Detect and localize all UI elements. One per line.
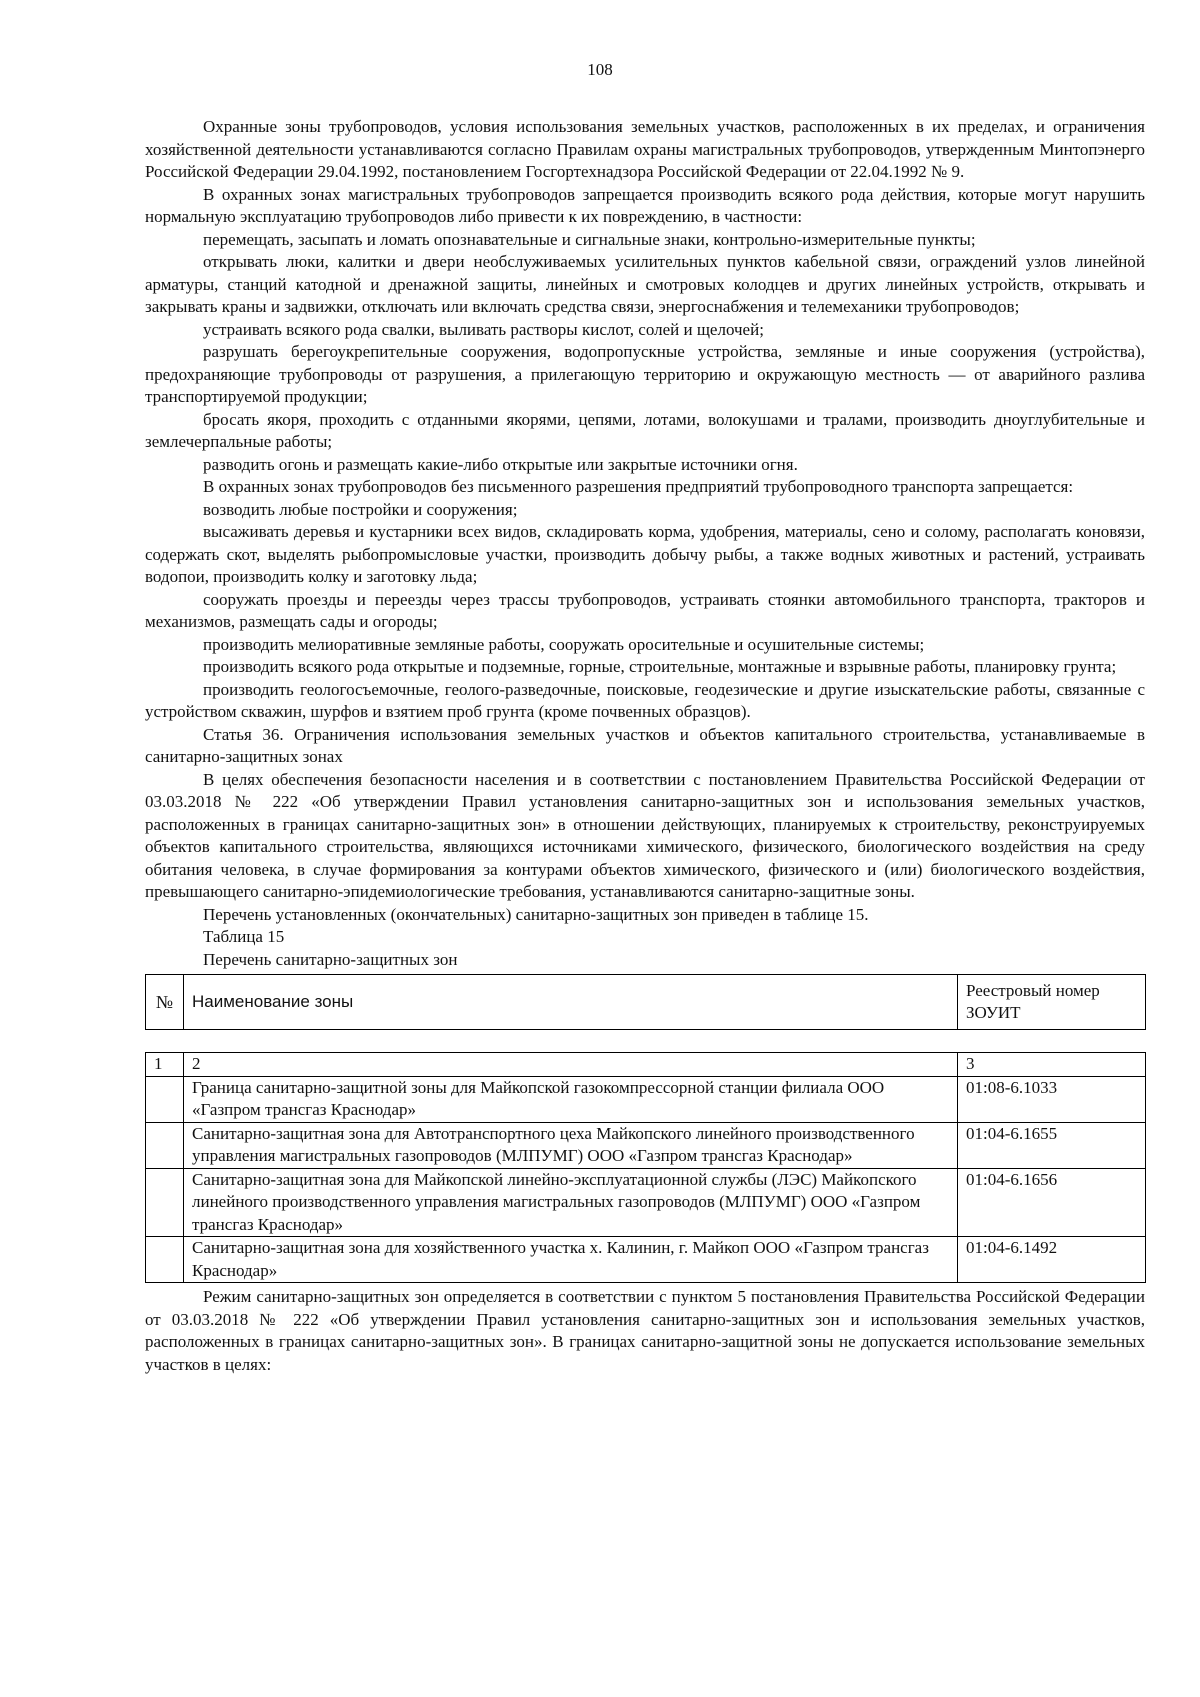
paragraph: В охранных зонах магистральных трубопроводов запрещается производить всякого рода действия, которые могут нарушить нормальную эксплуатацию трубопроводов либо привести к их повреждению, в частности: (145, 184, 1145, 226)
header-name: Наименование зоны (184, 975, 958, 1030)
index-cell: 1 (146, 1053, 184, 1077)
row-name: Граница санитарно-защитной зоны для Майкопской газокомпрессорной станции филиала ООО «Газпром трансгаз Краснодар» (184, 1076, 958, 1122)
page-number: 108 (587, 60, 613, 79)
article-heading: Статья 36. Ограничения использования земельных участков и объектов капитального строительства, устанавливаемые в санитарно-защитных зонах (145, 724, 1145, 766)
paragraph: Охранные зоны трубопроводов, условия использования земельных участков, расположенных в их пределах, и ограничения хозяйственной деятельности устанавливаются согласно Правилам охраны магистральных трубопроводов, утвержденным Минтопэнерго Российской Федерации 29.04.1992, постановлением Госгортехнадзора Российской Федерации от 22.04.1992 № 9. (145, 117, 1145, 181)
row-num (146, 1122, 184, 1168)
paragraph: В целях обеспечения безопасности населения и в соответствии с постановлением Правительства Российской Федерации от 03.03.2018 № 222 «Об утверждении Правил установления санитарно-защитных зон и использования земельных участков, расположенных в границах санитарно-защитных зон» в отношении действующих, планируемых к строительству, реконструируемых объектов капитального строительства, являющихся источниками химического, физического, биологического воздействия на среду обитания человека, в случае формирования за контурами объектов химического, физического и (или) биологического воздействия, превышающего санитарно-эпидемиологические требования, устанавливаются санитарно-защитные зоны. (145, 769, 1145, 901)
list-item: устраивать всякого рода свалки, выливать растворы кислот, солей и щелочей; (203, 319, 764, 339)
list-item: разводить огонь и размещать какие-либо открытые или закрытые источники огня. (203, 454, 798, 474)
table-label: Таблица 15 (203, 927, 285, 946)
list-item: высаживать деревья и кустарники всех видов, складировать корма, удобрения, материалы, сено и солому, располагать коновязи, содержать скот, выделять рыбопромысловые участки, производить добычу рыбы, а также водных животных и растений, устраивать водопои, производить колку и заготовку льда; (145, 522, 1145, 586)
list-item: производить геологосъемочные, геолого-разведочные, поисковые, геодезические и другие изыскательские работы, связанные с устройством скважин, шурфов и взятием проб грунта (кроме почвенных образцов). (145, 679, 1145, 721)
list-item: сооружать проезды и переезды через трассы трубопроводов, устраивать стоянки автомобильного транспорта, тракторов и механизмов, размещать сады и огороды; (145, 589, 1145, 631)
row-reg: 01:04-6.1492 (958, 1237, 1146, 1283)
list-item: производить мелиоративные земляные работы, сооружать оросительные и осушительные системы; (203, 634, 925, 654)
zones-table (145, 1052, 1146, 1283)
list-item: разрушать берегоукрепительные сооружения, водопропускные устройства, земляные и иные сооружения (устройства), предохраняющие трубопроводы от разрушения, а прилегающую территорию и окружающую местность — от аварийного разлива транспортируемой продукции; (145, 342, 1145, 406)
row-reg: 01:08-6.1033 (958, 1076, 1146, 1122)
table-header (145, 974, 1146, 1030)
table-row (146, 1237, 1146, 1283)
paragraph: Режим санитарно-защитных зон определяется в соответствии с пунктом 5 постановления Правительства Российской Федерации от 03.03.2018 № 222 «Об утверждении Правил установления санитарно-защитных зон и использования земельных участков, расположенных в границах санитарно-защитных зон». В границах санитарно-защитной зоны не допускается использование земельных участков в целях: (145, 1287, 1145, 1374)
row-reg: 01:04-6.1656 (958, 1168, 1146, 1237)
list-item: перемещать, засыпать и ломать опознавательные и сигнальные знаки, контрольно-измерительные пункты; (203, 229, 976, 249)
header-num: № (146, 975, 184, 1030)
row-num (146, 1168, 184, 1237)
list-item: производить всякого рода открытые и подземные, горные, строительные, монтажные и взрывные работы, планировку грунта; (203, 657, 1117, 676)
row-reg: 01:04-6.1655 (958, 1122, 1146, 1168)
row-name: Санитарно-защитная зона для Майкопской линейно-эксплуатационной службы (ЛЭС) Майкопского линейного производственного управления магистральных газопроводов (МЛПУМГ) ООО «Газпром трансгаз Краснодар» (184, 1168, 958, 1237)
table-title: Перечень санитарно-защитных зон (203, 949, 458, 969)
table-index-row (146, 1053, 1146, 1077)
list-item: возводить любые постройки и сооружения; (203, 499, 518, 519)
index-cell: 2 (184, 1053, 958, 1077)
row-name: Санитарно-защитная зона для хозяйственного участка х. Калинин, г. Майкоп ООО «Газпром трансгаз Краснодар» (184, 1237, 958, 1283)
paragraph: В охранных зонах трубопроводов без письменного разрешения предприятий трубопроводного транспорта запрещается: (203, 477, 1074, 496)
list-item: открывать люки, калитки и двери необслуживаемых усилительных пунктов кабельной связи, ограждений узлов линейной арматуры, станций катодной и дренажной защиты, линейных и смотровых колодцев и других линейных устройств, открывать и закрывать краны и задвижки, отключать или включать средства связи, энергоснабжения и телемеханики трубопроводов; (145, 252, 1145, 316)
document-body (145, 116, 1145, 1376)
row-num (146, 1237, 184, 1283)
table-row (146, 1076, 1146, 1122)
paragraph: Перечень установленных (окончательных) санитарно-защитных зон приведен в таблице 15. (203, 904, 869, 924)
row-num (146, 1076, 184, 1122)
header-reg: Реестровый номер ЗОУИТ (958, 975, 1146, 1030)
list-item: бросать якоря, проходить с отданными якорями, цепями, лотами, волокушами и тралами, производить дноуглубительные и землечерпальные работы; (145, 409, 1145, 451)
table-row (146, 1168, 1146, 1237)
table-row (146, 1122, 1146, 1168)
index-cell: 3 (958, 1053, 1146, 1077)
row-name: Санитарно-защитная зона для Автотранспортного цеха Майкопского линейного производственного управления магистральных газопроводов (МЛПУМГ) ООО «Газпром трансгаз Краснодар» (184, 1122, 958, 1168)
